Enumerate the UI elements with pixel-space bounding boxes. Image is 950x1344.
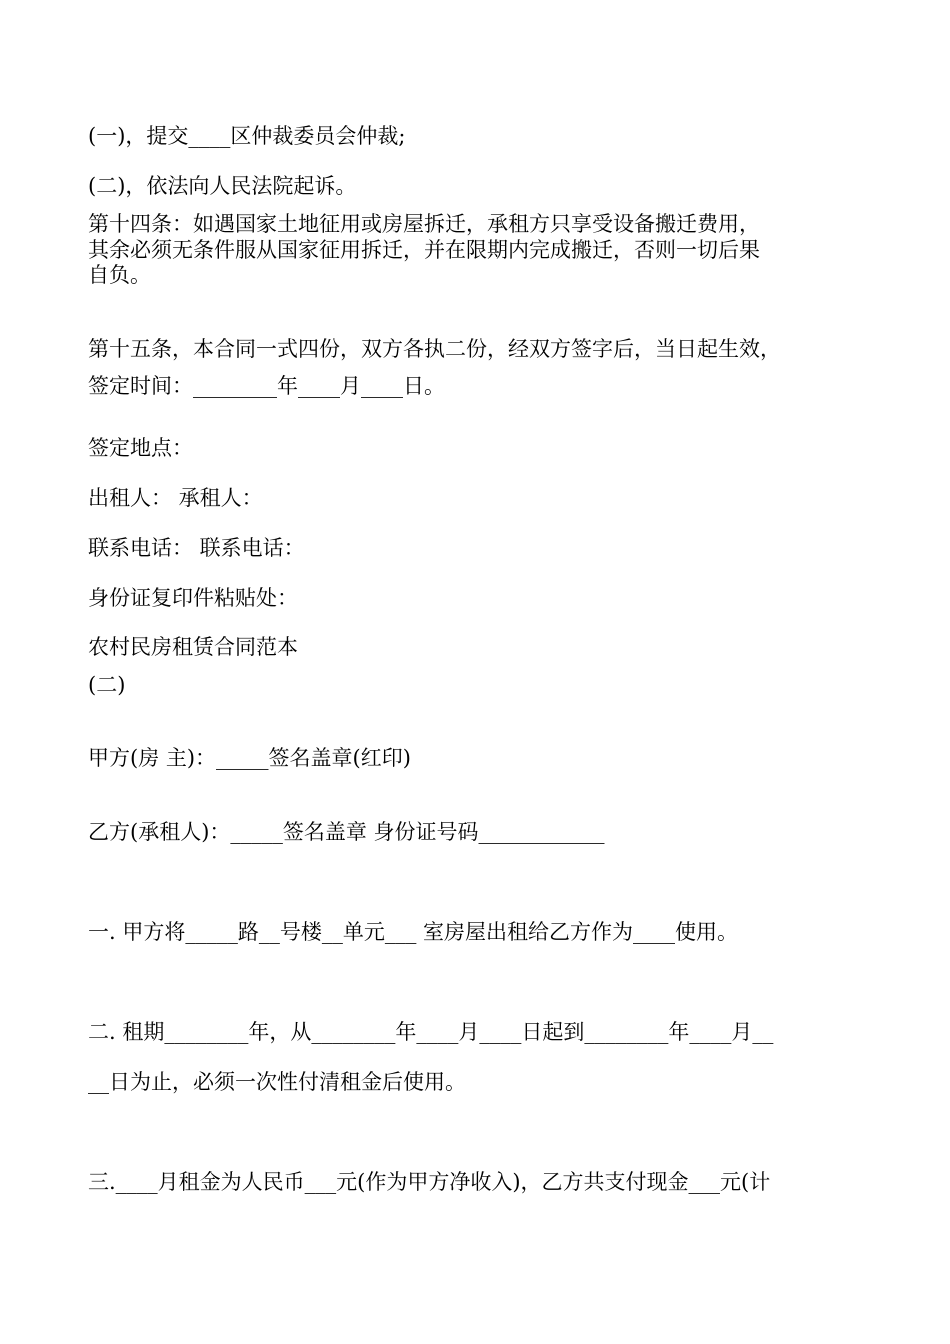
id-copy-area: 身份证复印件粘贴处：	[88, 586, 298, 610]
lessor-lessee: 出租人： 承租人：	[88, 486, 263, 510]
term-2-line-2: __日为止，必须一次性付清租金后使用。	[88, 1070, 466, 1094]
article-14-line-3: 自负。	[88, 263, 151, 287]
article-15: 第十五条，本合同一式四份，双方各执二份，经双方签字后，当日起生效，	[88, 337, 781, 361]
term-3: 三.____月租金为人民币___元(作为甲方净收入)，乙方共支付现金___元(计	[88, 1170, 771, 1194]
contact-phones: 联系电话： 联系电话：	[88, 536, 305, 560]
term-1: 一. 甲方将_____路__号楼__单元___ 室房屋出租给乙方作为____使用。	[88, 920, 739, 944]
term-2-line-1: 二. 租期________年，从________年____月____日起到________年____月__	[88, 1020, 774, 1044]
party-a: 甲方(房 主)：_____签名盖章(红印)	[88, 746, 411, 770]
signing-place: 签定地点：	[88, 436, 193, 460]
contract-subtitle: (二)	[88, 673, 126, 697]
clause-lawsuit: (二)，依法向人民法院起诉。	[88, 174, 357, 198]
party-b: 乙方(承租人)：_____签名盖章 身份证号码____________	[88, 820, 605, 844]
clause-arbitration: (一)，提交____区仲裁委员会仲裁;	[88, 124, 406, 148]
article-14-line-1: 第十四条：如遇国家土地征用或房屋拆迁，承租方只享受设备搬迁费用，	[88, 212, 760, 236]
contract-title: 农村民房租赁合同范本	[88, 635, 298, 659]
article-14-line-2: 其余必须无条件服从国家征用拆迁，并在限期内完成搬迁，否则一切后果	[88, 238, 760, 262]
signing-date: 签定时间：________年____月____日。	[88, 374, 445, 398]
